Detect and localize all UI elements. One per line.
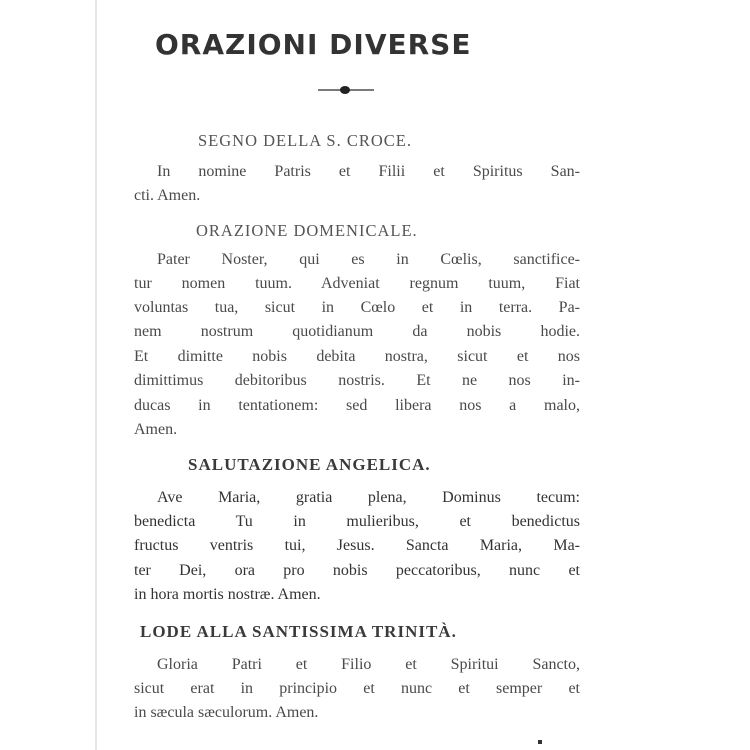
page-title: ORAZIONI DIVERSE xyxy=(155,28,472,61)
text-line: Ave Maria, gratia plena, Dominus tecum: xyxy=(157,489,580,506)
text-line: cti. Amen. xyxy=(134,187,201,204)
text-line: in sæcula sæculorum. Amen. xyxy=(134,704,319,721)
section-heading-segno-croce: SEGNO DELLA S. CROCE. xyxy=(198,131,412,150)
section-heading-salutazione-angelica: SALUTAZIONE ANGELICA. xyxy=(188,455,431,474)
text-line: In nomine Patris et Filii et Spiritus San- xyxy=(157,163,580,180)
text-line: benedicta Tu in mulieribus, et benedictus xyxy=(134,513,580,530)
text-line: Gloria Patri et Filio et Spiritui Sancto, xyxy=(157,656,580,673)
text-line: tur nomen tuum. Adveniat regnum tuum, Fiat xyxy=(134,275,580,292)
print-speck xyxy=(538,740,542,744)
ornament-dot xyxy=(340,86,350,94)
section-heading-lode-trinita: LODE ALLA SANTISSIMA TRINITÀ. xyxy=(140,622,457,641)
text-line: ducas in tentationem: sed libera nos a malo, xyxy=(134,397,580,414)
text-line: sicut erat in principio et nunc et semper et xyxy=(134,680,580,697)
text-line: ter Dei, ora pro nobis peccatoribus, nunc et xyxy=(134,562,580,579)
text-line: Amen. xyxy=(134,421,178,438)
text-line: Et dimitte nobis debita nostra, sicut et nos xyxy=(134,348,580,365)
page-binding-edge xyxy=(95,0,97,750)
section-heading-orazione-domenicale: ORAZIONE DOMENICALE. xyxy=(196,221,418,240)
text-line: dimittimus debitoribus nostris. Et ne nos in- xyxy=(134,372,580,389)
text-line: nem nostrum quotidianum da nobis hodie. xyxy=(134,323,580,340)
text-line: Pater Noster, qui es in Cœlis, sanctifice- xyxy=(157,251,580,268)
text-line: fructus ventris tui, Jesus. Sancta Maria, Ma- xyxy=(134,537,580,554)
text-line: in hora mortis nostræ. Amen. xyxy=(134,586,321,603)
text-line: voluntas tua, sicut in Cœlo et in terra. Pa- xyxy=(134,299,580,316)
ornament-divider-icon xyxy=(318,88,374,92)
